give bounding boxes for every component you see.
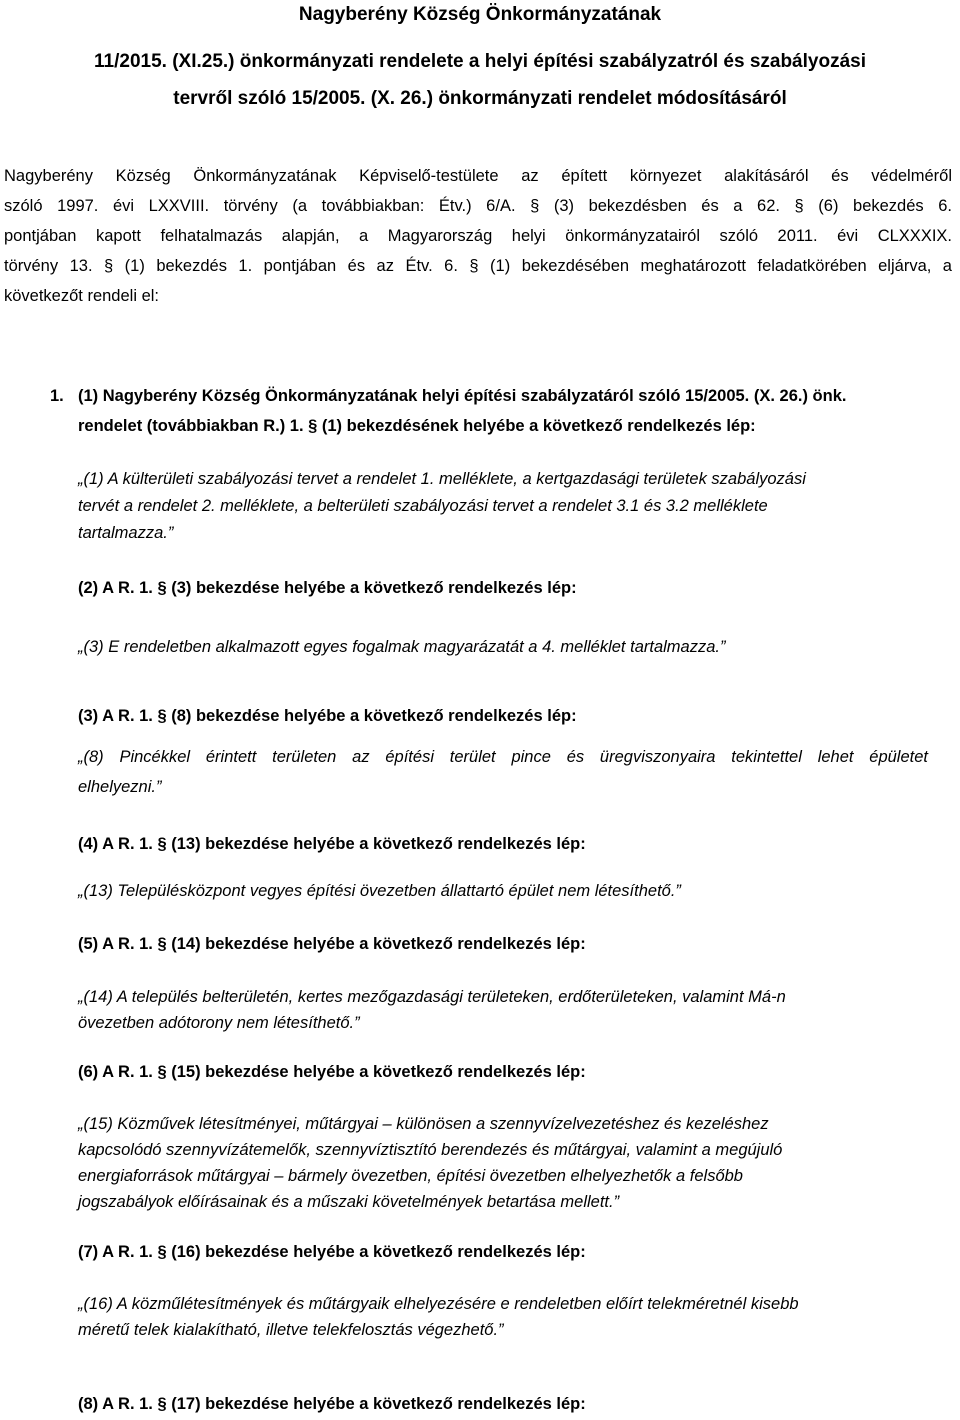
amendment-heading: (4) A R. 1. § (13) bekezdése helyébe a következő rendelkezés lép:: [78, 835, 586, 853]
amendment-heading: (5) A R. 1. § (14) bekezdése helyébe a következő rendelkezés lép:: [78, 935, 586, 953]
quoted-provision-line: tartalmazza.”: [78, 524, 174, 542]
quoted-provision-line: övezetben adótorony nem létesíthető.”: [78, 1014, 360, 1032]
document-title-line-2: 11/2015. (XI.25.) önkormányzati rendelete a helyi építési szabályzatról és szabályozási: [94, 51, 866, 72]
amendment-heading: (6) A R. 1. § (15) bekezdése helyébe a következő rendelkezés lép:: [78, 1063, 586, 1081]
quoted-provision-line: méretű telek kialakítható, illetve telekfelosztás végezhető.”: [78, 1321, 504, 1339]
quoted-provision-line: jogszabályok előírásainak és a műszaki követelmények betartása mellett.”: [78, 1193, 620, 1211]
document-title-line-1: Nagyberény Község Önkormányzatának: [298, 4, 662, 25]
quoted-provision-line: „(8) Pincékkel érintett területen az építési terület pince és üregviszonyaira tekintettel lehet épületet: [78, 748, 928, 766]
section-heading: rendelet (továbbiakban R.) 1. § (1) bekezdésének helyébe a következő rendelkezés lép:: [78, 417, 756, 435]
quoted-provision-line: kapcsolódó szennyvízátemelők, szennyvíztisztító berendezés és műtárgyai, valamint a megújuló: [78, 1141, 783, 1159]
quoted-provision-line: „(15) Közművek létesítményei, műtárgyai – különösen a szennyvízelvezetéshez és kezeléshez: [78, 1115, 769, 1133]
amendment-heading: (3) A R. 1. § (8) bekezdése helyébe a következő rendelkezés lép:: [78, 707, 577, 725]
preamble-line: pontjában kapott felhatalmazás alapján, a Magyarország helyi önkormányzatairól szóló 2011. évi CLXXXIX.: [4, 227, 952, 245]
quoted-provision-line: tervét a rendelet 2. melléklete, a belterületi szabályozási tervet a rendelet 3.1 és 3.2 melléklete: [78, 497, 768, 515]
document-title-line-3: tervről szóló 15/2005. (X. 26.) önkormányzati rendelet módosításáról: [173, 88, 787, 109]
quoted-provision-line: „(13) Településközpont vegyes építési övezetben állattartó épület nem létesíthető.”: [78, 882, 681, 900]
preamble-line: törvény 13. § (1) bekezdés 1. pontjában és az Étv. 6. § (1) bekezdésében meghatározott feladatkörében eljárva, a: [4, 257, 952, 275]
amendment-heading: (7) A R. 1. § (16) bekezdése helyébe a következő rendelkezés lép:: [78, 1243, 586, 1261]
preamble-line: Nagyberény Község Önkormányzatának Képviselő-testülete az épített környezet alakításáról és védelméről: [4, 167, 952, 185]
amendment-heading: (8) A R. 1. § (17) bekezdése helyébe a következő rendelkezés lép:: [78, 1395, 586, 1413]
preamble-line: szóló 1997. évi LXXVIII. törvény (a továbbiakban: Étv.) 6/A. § (3) bekezdésben és a 62. § (6) bekezdés 6.: [4, 197, 952, 215]
section-heading: (1) Nagyberény Község Önkormányzatának helyi építési szabályzatáról szóló 15/2005. (X. 26.) önk.: [78, 387, 847, 405]
quoted-provision-line: elhelyezni.”: [78, 778, 162, 796]
section-number: 1.: [50, 387, 64, 405]
quoted-provision-line: „(1) A külterületi szabályozási tervet a rendelet 1. melléklete, a kertgazdasági területek szabályozási: [78, 470, 806, 488]
amendment-heading: (2) A R. 1. § (3) bekezdése helyébe a következő rendelkezés lép:: [78, 579, 577, 597]
quoted-provision-line: „(3) E rendeletben alkalmazott egyes fogalmak magyarázatát a 4. melléklet tartalmazza.”: [78, 638, 726, 656]
preamble-line: következőt rendeli el:: [4, 287, 160, 305]
quoted-provision-line: „(16) A közműlétesítmények és műtárgyaik elhelyezésére e rendeletben előírt telekméretnél kisebb: [78, 1295, 799, 1313]
quoted-provision-line: energiaforrások műtárgyai – bármely övezetben, építési övezetben elhelyezhetők a felsőbb: [78, 1167, 743, 1185]
quoted-provision-line: „(14) A település belterületén, kertes mezőgazdasági területeken, erdőterületeken, valamint Má-n: [78, 988, 786, 1006]
